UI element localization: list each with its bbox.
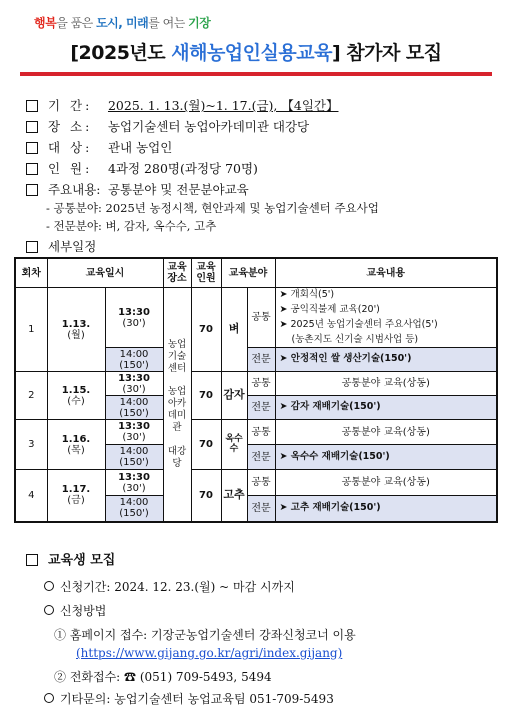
round-field: 옥수수 [221,420,247,470]
header-round: 회차 [15,258,47,288]
page-title: [2025년도 새해농업인실용교육] 참가자 모집 [70,42,442,64]
header-field: 교육분야 [221,258,275,288]
info-target: 대 상: 관내 농업인 [26,138,172,156]
special-label: 전문 [247,496,275,522]
special-label: 전문 [247,396,275,420]
special-content: ➤ 옥수수 재배기술(150') [275,445,497,470]
round-field: 고추 [221,470,247,522]
recruit-method: 신청방법 [44,602,106,619]
content-item: ➤ 개회식(5') [275,288,497,303]
common-label: 공통 [247,420,275,445]
content-item: ➤ 2025년 농업기술센터 주요사업(5') [275,318,497,333]
special-content: ➤ 고추 재배기술(150') [275,496,497,522]
header-count: 교육 인원 [191,258,221,288]
round-count: 70 [191,288,221,372]
circle-bullet-icon [44,581,54,591]
round-number: 1 [15,288,47,372]
round-field: 감자 [221,372,247,420]
time-common: 13:30 (30') [105,372,163,396]
recruit-heading: 교육생 모집 [26,549,115,568]
info-period: 기 간: 2025. 1. 13.(월)~1. 17.(금), 【4일간】 [26,96,338,114]
round-count: 70 [191,372,221,420]
round-count: 70 [191,420,221,470]
common-label: 공통 [247,470,275,496]
time-common: 13:30 (30') [105,470,163,496]
content-item: (농촌지도 신기술 시범사업 등) [275,333,497,348]
header-venue: 교육 장소 [163,258,191,288]
circle-bullet-icon [44,605,54,615]
table-row [15,420,497,445]
round-date: 1.15. (수) [47,372,105,420]
title-divider [20,72,492,76]
round-date: 1.16. (목) [47,420,105,470]
time-special: 14:00 (150') [105,445,163,470]
checkbox-icon [26,241,38,253]
recruit-url-link[interactable]: (https://www.gijang.go.kr/agri/index.gijang) [76,646,343,660]
round-count: 70 [191,470,221,522]
round-date: 1.13. (월) [47,288,105,372]
checkbox-icon [26,121,38,133]
special-content: ➤ 안정적인 쌀 생산기술(150') [275,348,497,372]
venue-cell: 농업 기술 센터 농업 아카 데미관 대강당 [163,288,191,522]
header-content: 교육내용 [275,258,497,288]
time-special: 14:00 (150') [105,496,163,522]
checkbox-icon [26,163,38,175]
time-common: 13:30 (30') [105,288,163,348]
table-row [15,288,497,303]
recruit-period: 신청기간: 2024. 12. 23.(월) ~ 마감 시까지 [44,578,295,595]
recruit-contact: 기타문의: 농업기술센터 농업교육팀 051-709-5493 [44,690,334,707]
info-common-line: - 공통분야: 2025년 농정시책, 현안과제 및 농업기술센터 주요사업 [46,201,379,215]
round-field: 벼 [221,288,247,372]
content-item: ➤ 공익직불제 교육(20') [275,303,497,318]
checkbox-icon [26,142,38,154]
header-datetime: 교육일시 [47,258,163,288]
common-content: 공통분야 교육(상동) [275,372,497,396]
special-content: ➤ 감자 재배기술(150') [275,396,497,420]
table-row [15,470,497,496]
common-content: 공통분야 교육(상동) [275,470,497,496]
info-content: 주요내용: 공통분야 및 전문분야교육 [26,180,249,198]
checkbox-icon [26,554,38,566]
checkbox-icon [26,100,38,112]
special-label: 전문 [247,348,275,372]
info-people: 인 원: 4과정 280명(과정당 70명) [26,159,258,177]
common-label: 공통 [247,372,275,396]
checkbox-icon [26,184,38,196]
slogan: 행복을 품은 도시, 미래를 여는 기장 [34,16,211,30]
common-content: 공통분야 교육(상동) [275,420,497,445]
special-label: 전문 [247,445,275,470]
round-date: 1.17. (금) [47,470,105,522]
round-number: 3 [15,420,47,470]
circle-bullet-icon [44,693,54,703]
table-row [15,372,497,396]
info-schedule: 세부일정 [26,237,96,255]
round-number: 4 [15,470,47,522]
common-label: 공통 [247,288,275,348]
info-place: 장 소: 농업기술센터 농업아카데미관 대강당 [26,117,309,135]
recruit-phone: ② 전화접수: ☎ (051) 709-5493, 5494 [54,670,272,684]
round-number: 2 [15,372,47,420]
time-special: 14:00 (150') [105,348,163,372]
table-header-row [15,258,497,288]
time-special: 14:00 (150') [105,396,163,420]
time-common: 13:30 (30') [105,420,163,445]
schedule-table [14,257,498,523]
recruit-web: ① 홈페이지 접수: 기장군농업기술센터 강좌신청코너 이용 [54,628,356,642]
info-special-line: - 전문분야: 벼, 감자, 옥수수, 고추 [46,219,217,233]
